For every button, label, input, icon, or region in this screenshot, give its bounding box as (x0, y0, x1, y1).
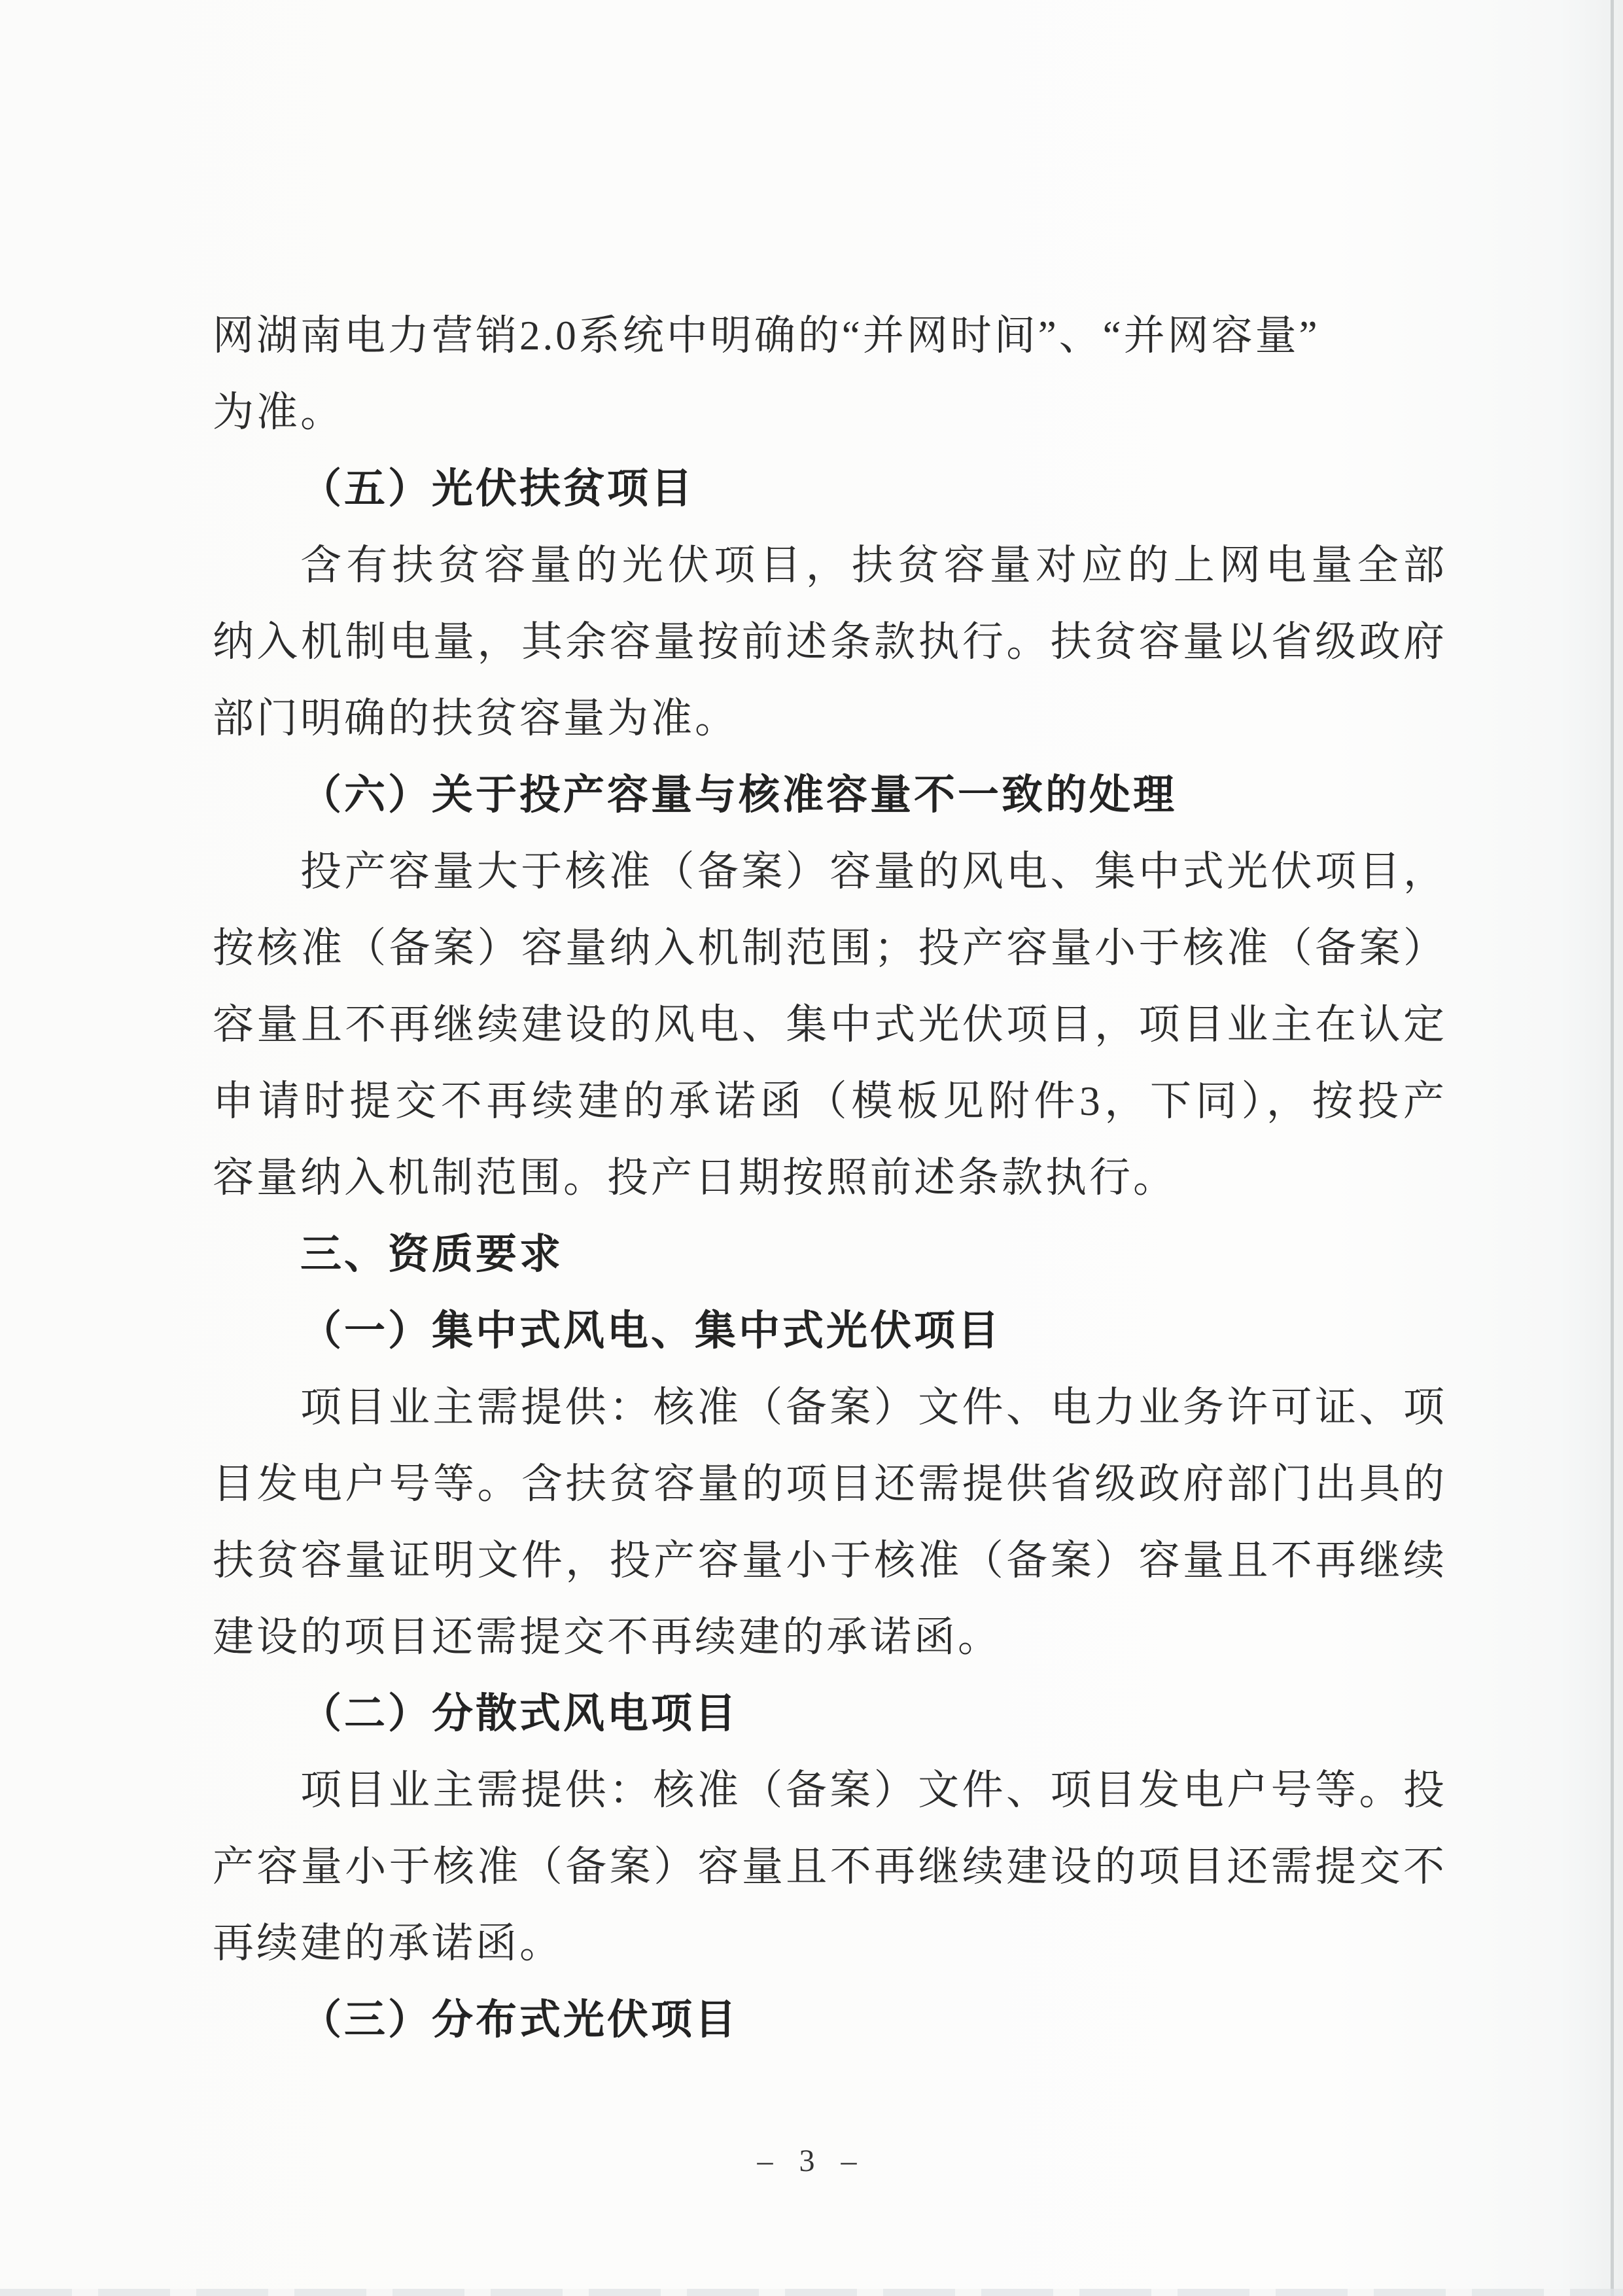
heading-line: （三）分布式光伏项目 (300, 1997, 739, 2043)
heading-line: 三、资质要求 (300, 1231, 563, 1277)
text-line: 容量纳入机制范围。投产日期按照前述条款执行。 (213, 1155, 1177, 1201)
text-line: 再续建的承诺函。 (213, 1920, 563, 1966)
text-line: 扶贫容量证明文件，投产容量小于核准（备案）容量且不再继续 (213, 1538, 1446, 1583)
text-line: 产容量小于核准（备案）容量且不再继续建设的项目还需提交不 (213, 1844, 1446, 1890)
text-line: 部门明确的扶贫容量为准。 (213, 696, 739, 741)
text-line: 容量且不再继续建设的风电、集中式光伏项目，项目业主在认定 (213, 1002, 1446, 1048)
heading-line: （一）集中式风电、集中式光伏项目 (300, 1308, 1002, 1354)
text-line: 目发电户号等。含扶贫容量的项目还需提供省级政府部门出具的 (213, 1461, 1446, 1507)
text-line: 纳入机制电量，其余容量按前述条款执行。扶贫容量以省级政府 (213, 619, 1446, 665)
heading-line: （五）光伏扶贫项目 (300, 466, 695, 512)
text-line: 建设的项目还需提交不再续建的承诺函。 (213, 1614, 1002, 1660)
text-line: 网湖南电力营销2.0系统中明确的“并网时间”、“并网容量” (213, 313, 1320, 359)
page-number: – 3 – (757, 2144, 866, 2178)
text-line: 为准。 (213, 389, 344, 435)
heading-line: （六）关于投产容量与核准容量不一致的处理 (300, 772, 1177, 818)
heading-line: （二）分散式风电项目 (300, 1691, 739, 1737)
text-line: 申请时提交不再续建的承诺函（模板见附件3，下同），按投产 (213, 1078, 1446, 1124)
text-line: 项目业主需提供：核准（备案）文件、电力业务许可证、项 (300, 1385, 1446, 1430)
text-line: 按核准（备案）容量纳入机制范围；投产容量小于核准（备案） (213, 925, 1446, 971)
scan-edge-line (1611, 0, 1614, 2296)
text-line: 投产容量大于核准（备案）容量的风电、集中式光伏项目， (300, 849, 1446, 894)
document-body (213, 298, 1446, 2058)
text-line: 项目业主需提供：核准（备案）文件、项目发电户号等。投 (300, 1767, 1446, 1813)
scan-bottom-edge (0, 2289, 1623, 2296)
text-line: 含有扶贫容量的光伏项目，扶贫容量对应的上网电量全部 (300, 542, 1446, 588)
